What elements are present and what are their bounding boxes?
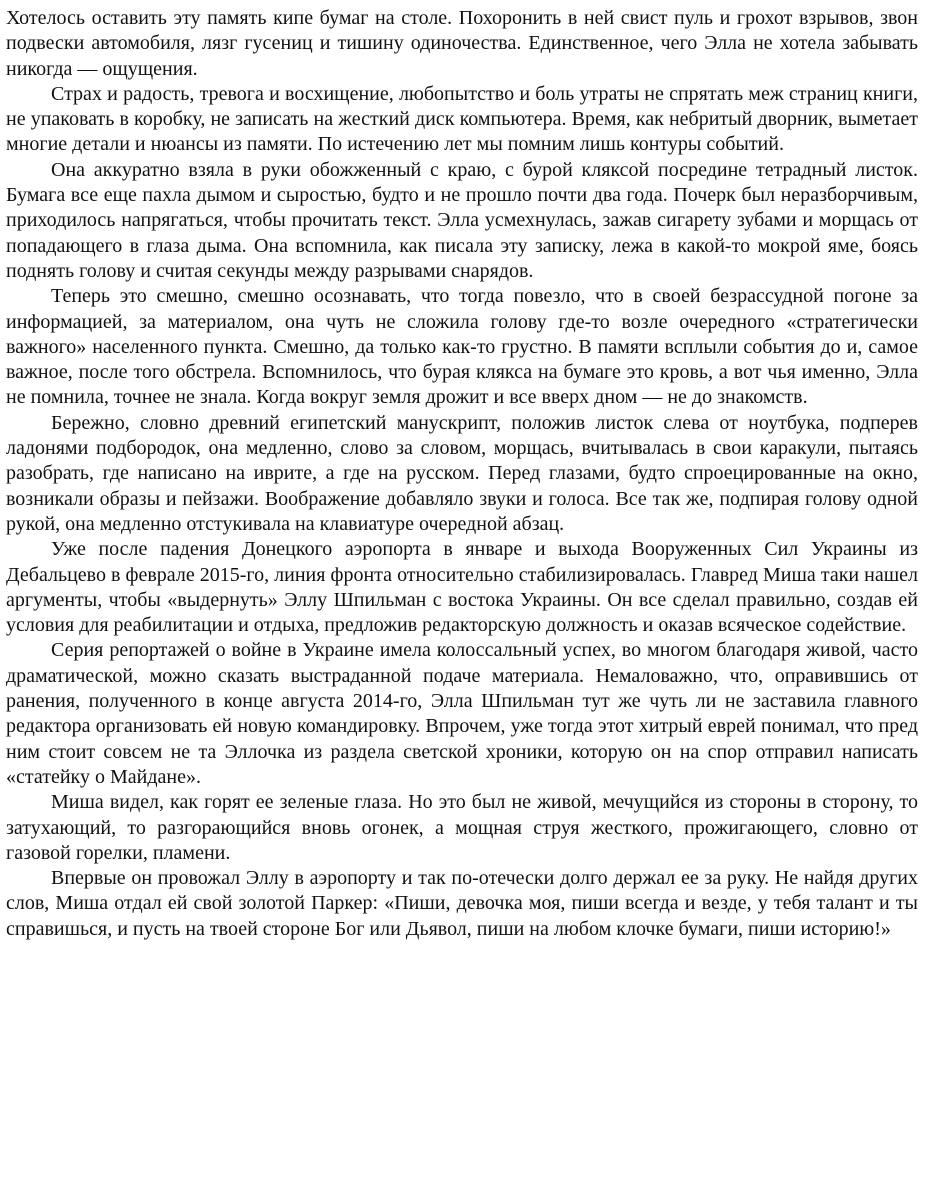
paragraph-4: Теперь это смешно, смешно осознавать, что тогда повезло, что в своей безрассудной погоне за информацией, за материалом, она чуть не сложила голову где-то возле очередного «стратегически важного» населенного пункта. Смешно, да только как-то грустно. В памяти всплыли события до и, самое важное, после того обстрела. Вспомнилось, что бурая клякса на бумаге это кровь, а вот чья именно, Элла не помнила, точнее не знала. Когда вокруг земля дрожит и все вверх дном — не до знакомств. <box>6 285 918 409</box>
paragraph-3: Она аккуратно взяла в руки обожженный с краю, с бурой кляксой посредине тетрадный листок. Бумага все еще пахла дымом и сыростью, будто и не прошло почти два года. Почерк был неразборчивым, приходилось напрягаться, чтобы прочитать текст. Элла усмехнулась, зажав сигарету зубами и морщась от попадающего в глаза дыма. Она вспомнила, как писала эту записку, лежа в какой-то мокрой яме, боясь поднять голову и считая секунды между разрывами снарядов. <box>6 158 918 282</box>
paragraph-2: Страх и радость, тревога и восхищение, любопытство и боль утраты не спрятать меж страниц книги, не упаковать в коробку, не записать на жесткий диск компьютера. Время, как небритый дворник, выметает многие детали и нюансы из памяти. По истечению лет мы помним лишь контуры событий. <box>6 82 918 156</box>
paragraph-8: Миша видел, как горят ее зеленые глаза. Но это был не живой, мечущийся из стороны в сторону, то затухающий, то разгорающийся вновь огонек, а мощная струя жесткого, прожигающего, словно от газовой горелки, пламени. <box>6 791 918 864</box>
paragraph-9: Впервые он провожал Эллу в аэропорту и так по-отечески долго держал ее за руку. Не найдя других слов, Миша отдал ей свой золотой Паркер: «Пиши, девочка моя, пиши всегда и везде, у тебя талант и ты справишься, и пусть на твоей стороне Бог или Дьявол, пиши на любом клочке бумаги, пиши историю!» <box>6 867 918 940</box>
body-text <box>6 6 918 942</box>
paragraph-1: Хотелось оставить эту память кипе бумаг на столе. Похоронить в ней свист пуль и грохот взрывов, звон подвески автомобиля, лязг гусениц и тишину одиночества. Единственное, чего Элла не хотела забывать никогда — ощущения. <box>6 7 918 80</box>
paragraph-6: Уже после падения Донецкого аэропорта в январе и выхода Вооруженных Сил Украины из Дебальцево в феврале 2015-го, линия фронта относительно стабилизировалась. Главред Миша таки нашел аргументы, чтобы «выдернуть» Эллу Шпильман с востока Украины. Он все сделал правильно, создав ей условия для реабилитации и отдыха, предложив редакторскую должность и оказав всяческое содействие. <box>6 538 918 637</box>
paragraph-7: Серия репортажей о войне в Украине имела колоссальный успех, во многом благодаря живой, часто драматической, можно сказать выстраданной подаче материала. Немаловажно, что, оправившись от ранения, полученного в конце августа 2014-го, Элла Шпильман тут же чуть ли не заставила главного редактора организовать ей новую командировку. Впрочем, уже тогда этот хитрый еврей понимал, что пред ним стоит совсем не та Эллочка из раздела светской хроники, которую он на спор отправил написать «статейку о Майдане». <box>6 639 918 788</box>
paragraph-5: Бережно, словно древний египетский манускрипт, положив листок слева от ноутбука, подперев ладонями подбородок, она медленно, слово за словом, морщась, вчитывалась в свои каракули, пытаясь разобрать, где написано на иврите, а где на русском. Перед глазами, будто спроецированные на окно, возникали образы и пейзажи. Воображение добавляло звуки и голоса. Все так же, подпирая голову одной рукой, она медленно отстукивала на клавиатуре очередной абзац. <box>6 411 918 535</box>
